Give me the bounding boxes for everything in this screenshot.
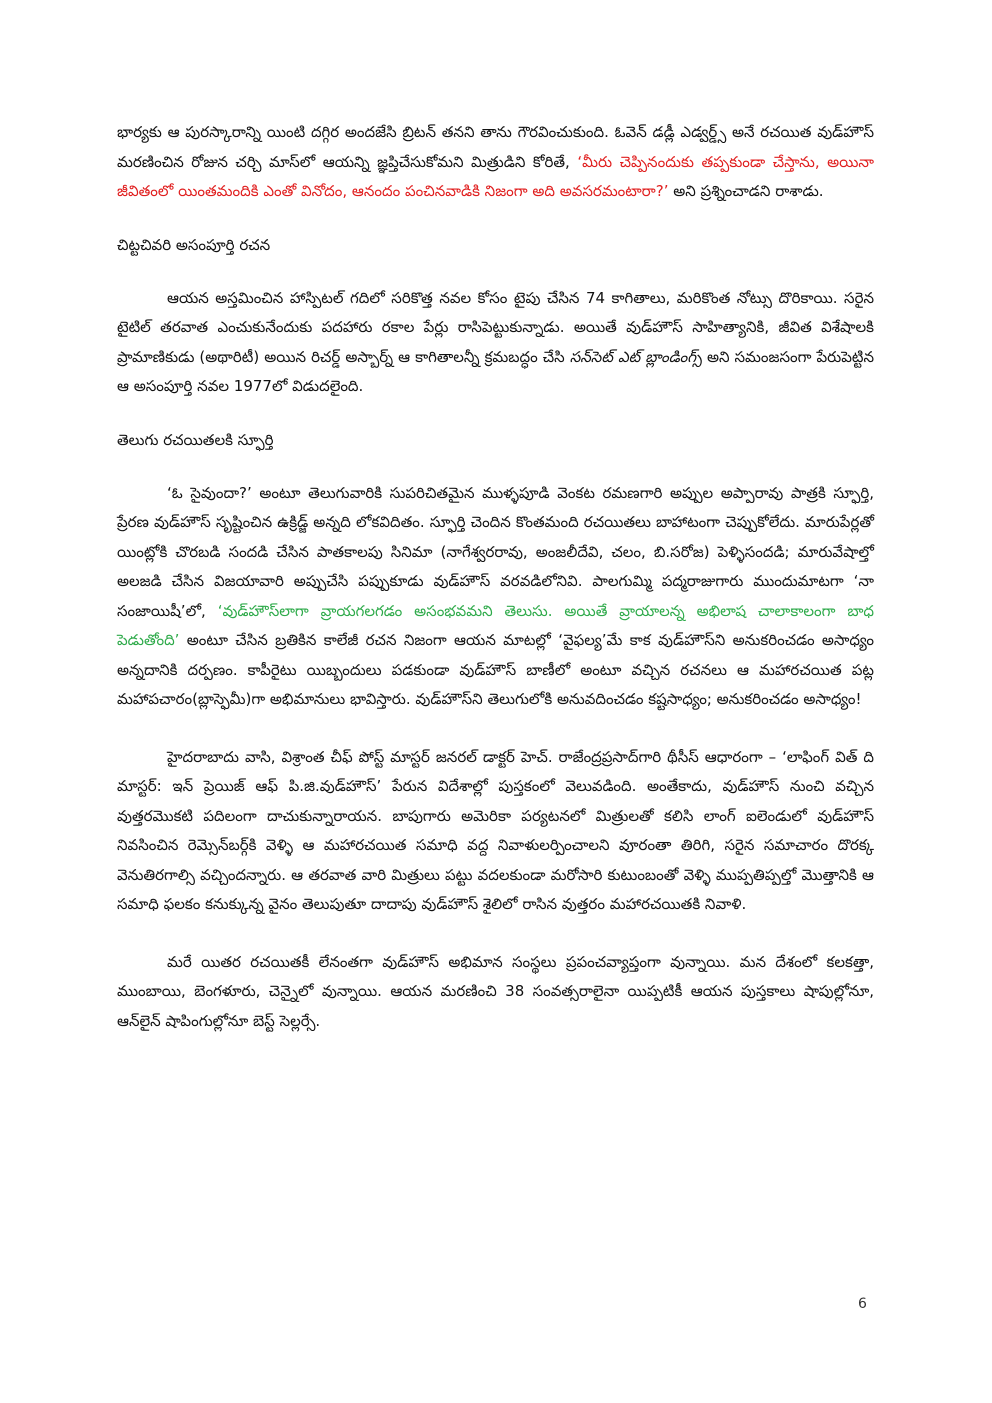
section-heading-last-work: చిట్టచివరి అసంపూర్తి రచన — [117, 235, 271, 254]
text-segment: భార్యకు ఆ పురస్కారాన్ని యింటి దగ్గిర అందజేసి బ్రిటన్ తనని తాను గౌరవించుకుంది. ఓవెన్ డడ్లీ ఎడ్వర్డ్స్ అనే రచయిత వుడ్‌హౌస్ మరణించిన రోజున చర్చి మాస్‌లో ఆయన్ని జ్ఞప్తిచేసుకోమని మిత్రుడిని కోరితే, — [117, 123, 874, 171]
paragraph-fan-societies: మరే యితర రచయితకీ లేనంతగా వుడ్‌హౌస్ అభిమాన సంస్థలు ప్రపంచవ్యాప్తంగా వున్నాయి. మన దేశంలో కలకత్తా, ముంబాయి, బెంగళూరు, చెన్నైలో వున్నాయి. ఆయన మరణించి 38 సంవత్సరాలైనా యిప్పటికీ ఆయన పుస్తకాలు షాపుల్లోనూ, ఆన్‌లైన్ షాపింగుల్లోనూ బెస్ట్ సెల్లర్సే. — [117, 952, 874, 1030]
paragraph-unfinished-novel — [117, 284, 874, 402]
text-segment: అని ప్రశ్నించాడని రాశాడు. — [668, 182, 824, 200]
book-title: సన్‌సెట్ ఎట్ బ్లాండింగ్స్ — [569, 347, 702, 366]
section-heading-telugu-inspiration: తెలుగు రచయితలకి స్ఫూర్తి — [117, 430, 274, 449]
text-segment: ‘ఓ సైవుందా?’ అంటూ తెలుగువారికి సుపరిచితమైన ముళ్ళపూడి వెంకట రమణగారి అప్పుల అప్పారావు పాత్రకి స్ఫూర్తి, ప్రేరణ వుడ్‌హౌస్ సృష్టించిన ఉక్రిడ్జ్ అన్నది లోకవిదితం. స్ఫూర్తి చెందిన కొంతమంది రచయితలు బాహాటంగా చెప్పుకోలేదు. మారుపేర్లతో యింట్లోకి చొరబడి సందడి చేసిన పాతకాలపు సినిమా (నాగేశ్వరరావు, అంజలీదేవి, చలం, బి.సరోజ) పెళ్ళిసందడి; మారువేషాల్తో అలజడి చేసిన విజయావారి అప్పుచేసి పప్పుకూడు వుడ్‌హౌస్ వరవడిలోనివి. పాలగుమ్మి పద్మరాజుగారు ముందుమాటగా ‘నా సంజాయిషీ’లో, — [117, 483, 874, 620]
quote-red: ‘మీరు చెప్పినందుకు తప్పకుండా చేస్తాను, అయినా జీవితంలో యింతమందికి ఎంతో వినోదం, ఆనందం పంచినవాడికి నిజంగా అది అవసరమంటారా?’ — [117, 152, 874, 200]
text-segment: ఆయన అస్తమించిన హాస్పిటల్ గదిలో సరికొత్త నవల కోసం టైపు చేసిన 74 కాగితాలు, మరికొంత నోట్సు దొరికాయి. సరైన టైటిల్ తరవాత ఎంచుకునేందుకు పదహారు రకాల పేర్లు రాసిపెట్టుకున్నాడు. అయితే వుడ్‌హౌస్ సాహిత్యానికి, జీవిత విశేషాలకి ప్రామాణికుడు (అథారిటీ) అయిన రిచర్డ్ అస్బార్న్ ఆ కాగితాలన్నీ క్రమబద్ధం చేసి — [117, 288, 874, 366]
paragraph-telugu-writers — [117, 479, 874, 715]
page-number: 6 — [858, 1296, 867, 1312]
quote-green: ‘వుడ్‌హౌస్‌లాగా వ్రాయగలగడం అసంభవమని తెలుసు. అయితే వ్రాయాలన్న అభిలాష చాలాకాలంగా బాధ పెడుతోంది’ — [117, 601, 874, 649]
text-segment: అని సమంజసంగా పేరుపెట్టిన ఆ అసంపూర్తి నవల 1977లో విడుదలైంది. — [117, 347, 875, 395]
paragraph-hyderabad: హైదరాబాదు వాసి, విశ్రాంత చీఫ్ పోస్ట్ మాస్టర్ జనరల్ డాక్టర్ హెచ్. రాజేంద్రప్రసాద్‌గారి థీసీస్ ఆధారంగా – ‘లాఫింగ్ విత్ ది మాస్టర్: ఇన్ ప్రెయిజ్ ఆఫ్ పి.జి.వుడ్‌హౌస్’ పేరున విదేశాల్లో పుస్తకంలో వెలువడింది. అంతేకాదు, వుడ్‌హౌస్ నుంచి వచ్చిన వుత్తరమొకటి పదిలంగా దాచుకున్నారాయన. బాపుగారు అమెరికా పర్యటనలో మిత్రులతో కలిసి లాంగ్ ఐలెండులో వుడ్‌హౌస్ నివసించిన రెమ్సెన్‌బర్గ్‌కి వెళ్ళి ఆ మహారచయిత సమాధి వద్ద నివాళులర్పించాలని వూరంతా తిరిగి, సరైన సమాచారం దొరక్క వెనుతిరగాల్సి వచ్చిందన్నారు. ఆ తరవాత వారి మిత్రులు పట్టు వదలకుండా మరోసారి కుటుంబంతో వెళ్ళి ముప్పతిప్పల్తో మొత్తానికి ఆ సమాధి ఫలకం కనుక్కున్న వైనం తెలుపుతూ దాదాపు వుడ్‌హౌస్ శైలిలో రాసిన వుత్తరం మహారచయితకి నివాళి. — [117, 747, 874, 913]
text-segment: అంటూ చేసిన బ్రతికిన కాలేజీ రచన నిజంగా ఆయన మాటల్లో ‘వైఫల్య’మే కాక వుడ్‌హౌస్‌ని అనుకరించడం అసాధ్యం అన్నదానికి దర్పణం. కాపీరైటు యిబ్బందులు పడకుండా వుడ్‌హౌస్ బాణీలో అంటూ వచ్చిన రచనలు ఆ మహారచయిత పట్ల మహాపచారం(బ్లాస్ఫెమీ)గా అభిమానులు భావిస్తారు. వుడ్‌హౌస్‌ని తెలుగులోకి అనువదించడం కష్టసాధ్యం; అనుకరించడం అసాధ్యం! — [117, 631, 874, 708]
page-content — [117, 118, 874, 1036]
paragraph-award — [117, 118, 874, 207]
